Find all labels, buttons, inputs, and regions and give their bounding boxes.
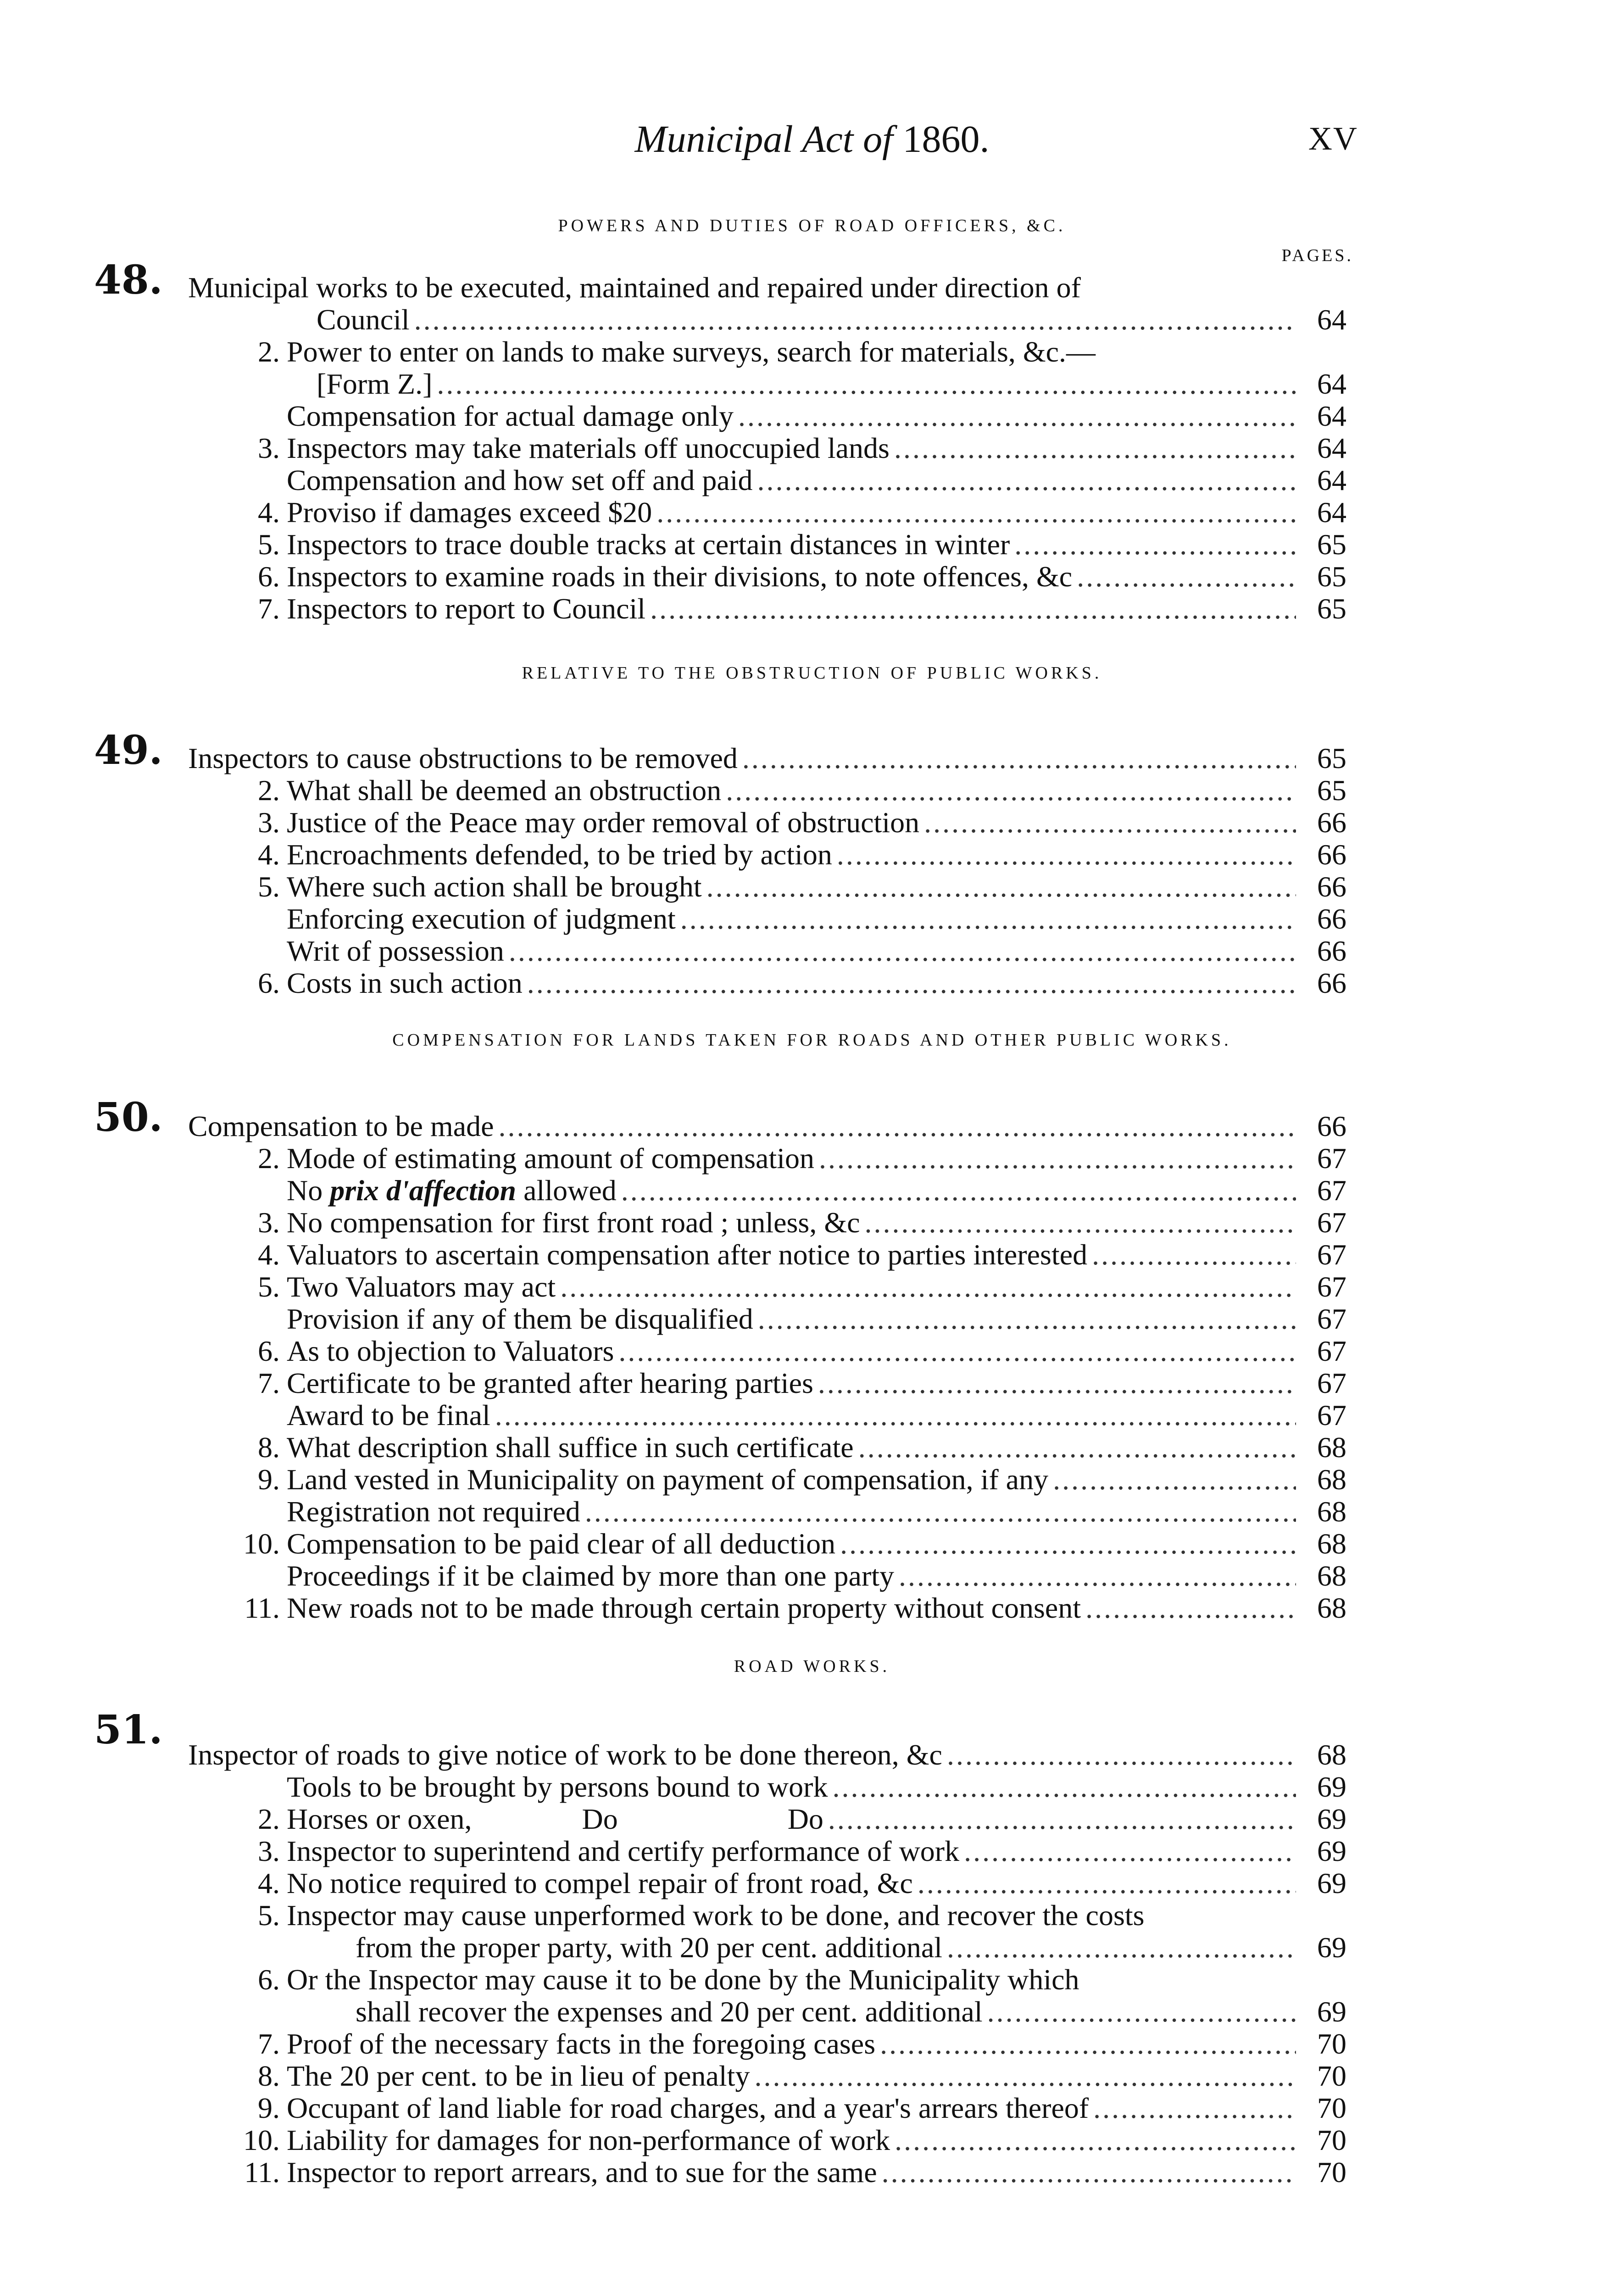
entry-text: Encroachments defended, to be tried by action: [287, 838, 832, 871]
dot-leader: [918, 1867, 1296, 1899]
dot-leader: [414, 304, 1296, 336]
entry-text: Compensation to be paid clear of all deduction: [287, 1527, 836, 1560]
entry-text: New roads not to be made through certain property without consent: [287, 1592, 1081, 1624]
entry-text: Inspector to superintend and certify performance of work: [287, 1835, 960, 1867]
page-ref: 67: [1317, 1367, 1346, 1399]
page-ref: 67: [1317, 1399, 1346, 1431]
toc-entry[interactable]: [287, 529, 1346, 561]
dot-leader: [964, 1835, 1296, 1867]
toc-entry[interactable]: [287, 593, 1346, 625]
page-header: [0, 117, 1624, 172]
entry-text: Award to be final: [287, 1399, 490, 1431]
dot-leader: [754, 2060, 1296, 2092]
section-heading: ROAD WORKS.: [734, 1657, 890, 1676]
entry-text-continuation: [Form Z.]: [317, 367, 433, 400]
toc-entry[interactable]: [287, 1271, 1346, 1303]
entry-text: Compensation to be made: [188, 1110, 494, 1142]
ditto-mark: Do: [787, 1803, 823, 1835]
entry-text: Municipal works to be executed, maintained and repaired under direction of: [188, 271, 1081, 304]
page-ref: 69: [1317, 1835, 1346, 1867]
entry-number: 8.: [258, 1431, 280, 1464]
entry-text: No compensation for first front road ; unless, &c: [287, 1206, 860, 1239]
entry-number: 9.: [258, 2092, 280, 2124]
entry-text: Inspectors to cause obstructions to be removed: [188, 742, 738, 774]
page-ref: 70: [1317, 2092, 1346, 2124]
page-ref: 65: [1317, 774, 1346, 807]
entry-number: 2.: [258, 335, 280, 368]
dot-leader: [742, 742, 1296, 774]
entry-number: 7.: [258, 592, 280, 625]
page-ref: 68: [1317, 1527, 1346, 1560]
toc-entry-continuation: [356, 1996, 1346, 2028]
entry-number: 4.: [258, 838, 280, 871]
pages-column-label: PAGES.: [1281, 246, 1353, 265]
page-ref: 69: [1317, 1867, 1346, 1899]
ditto-mark: Do: [582, 1803, 618, 1835]
toc-entry[interactable]: [287, 2124, 1346, 2156]
toc-entry[interactable]: [287, 1964, 1346, 1996]
dot-leader: [758, 1303, 1296, 1335]
entry-number: 4.: [258, 1238, 280, 1271]
entry-text: Where such action shall be brought: [287, 870, 702, 903]
page-ref: 68: [1317, 1431, 1346, 1464]
dot-leader: [818, 1367, 1296, 1399]
entry-text: [287, 1175, 617, 1207]
running-title: [0, 117, 1624, 161]
toc-entry[interactable]: [287, 561, 1346, 593]
entry-text-suffix: allowed: [516, 1174, 617, 1207]
dot-leader: [819, 1142, 1296, 1175]
toc-entry[interactable]: [287, 1560, 1346, 1592]
section-number: 51.: [94, 1707, 163, 1753]
page-ref: 64: [1317, 464, 1346, 496]
entry-text: Enforcing execution of judgment: [287, 902, 676, 935]
entry-text: Liability for damages for non-performance of work: [287, 2124, 890, 2156]
dot-leader: [618, 1335, 1296, 1367]
entry-number: 5.: [258, 870, 280, 903]
entry-number: 3.: [258, 1835, 280, 1867]
dot-leader: [621, 1175, 1296, 1207]
page-ref: 70: [1317, 2156, 1346, 2188]
page-ref: 67: [1317, 1270, 1346, 1303]
entry-number: 11.: [244, 2156, 280, 2188]
entry-text: Mode of estimating amount of compensation: [287, 1142, 814, 1175]
toc-entry[interactable]: [287, 1899, 1346, 1932]
entry-number: 7.: [258, 2027, 280, 2060]
toc-entry[interactable]: [287, 1803, 1346, 1835]
page-ref: 70: [1317, 2027, 1346, 2060]
toc-entry[interactable]: [287, 1175, 1346, 1207]
dot-leader: [1053, 1464, 1296, 1496]
entry-text: Proof of the necessary facts in the foregoing cases: [287, 2027, 876, 2060]
toc-entry[interactable]: [287, 1335, 1346, 1367]
entry-text: Inspector may cause unperformed work to be done, and recover the costs: [287, 1899, 1145, 1932]
entry-text: The 20 per cent. to be in lieu of penalty: [287, 2060, 750, 2092]
entry-number: 10.: [243, 2124, 280, 2156]
toc-entry[interactable]: [287, 2156, 1346, 2188]
section-heading: COMPENSATION FOR LANDS TAKEN FOR ROADS AND OTHER PUBLIC WORKS.: [392, 1030, 1232, 1050]
page-ref: 67: [1317, 1335, 1346, 1367]
entry-text-italic: prix d'affection: [330, 1174, 517, 1207]
entry-text: What shall be deemed an obstruction: [287, 774, 722, 807]
entry-text-continuation: from the proper party, with 20 per cent. additional: [356, 1931, 942, 1964]
entry-text: Compensation for actual damage only: [287, 400, 734, 432]
entry-text: Land vested in Municipality on payment of compensation, if any: [287, 1463, 1049, 1496]
entry-text: Inspectors to examine roads in their divisions, to note offences, &c: [287, 560, 1073, 593]
toc-entry[interactable]: [287, 2092, 1346, 2124]
page-ref: 66: [1317, 806, 1346, 839]
page-ref: 64: [1317, 432, 1346, 464]
dot-leader: [858, 1431, 1296, 1464]
page-ref: 65: [1317, 560, 1346, 593]
toc-entry[interactable]: [287, 1867, 1346, 1899]
entry-number: 6.: [258, 1963, 280, 1996]
toc-entry-continuation: [317, 368, 1346, 400]
entry-number: 5.: [258, 528, 280, 561]
toc-entry[interactable]: [287, 1835, 1346, 1867]
toc-entry[interactable]: [188, 742, 1346, 774]
toc-entry[interactable]: [287, 807, 1346, 839]
page-ref: 66: [1317, 838, 1346, 871]
section-number: 48.: [94, 257, 163, 303]
entry-text: Compensation and how set off and paid: [287, 464, 753, 496]
entry-text: Inspectors to report to Council: [287, 592, 646, 625]
dot-leader: [894, 432, 1296, 464]
entry-text: Costs in such action: [287, 967, 523, 999]
entry-text: Justice of the Peace may order removal of obstruction: [287, 806, 920, 839]
toc-entry[interactable]: [287, 871, 1346, 903]
toc-entry[interactable]: [287, 1528, 1346, 1560]
dot-leader: [865, 1207, 1296, 1239]
section-heading: RELATIVE TO THE OBSTRUCTION OF PUBLIC WORKS.: [522, 663, 1102, 683]
entry-number: 2.: [258, 1803, 280, 1835]
page-ref: 64: [1317, 367, 1346, 400]
dot-leader: [1014, 529, 1296, 561]
dot-leader: [880, 2028, 1296, 2060]
toc-entry[interactable]: [287, 1303, 1346, 1335]
page-ref: 66: [1317, 967, 1346, 999]
entry-number: 8.: [258, 2060, 280, 2092]
page-ref: 65: [1317, 742, 1346, 774]
entry-number: 3.: [258, 432, 280, 464]
page-ref: 67: [1317, 1303, 1346, 1335]
dot-leader: [527, 967, 1296, 999]
entry-text: Inspector of roads to give notice of work to be done thereon, &c: [188, 1738, 942, 1771]
toc-entry[interactable]: [287, 1239, 1346, 1271]
toc-entry[interactable]: [287, 1399, 1346, 1431]
entry-text: Occupant of land liable for road charges, and a year's arrears thereof: [287, 2092, 1089, 2124]
entry-number: 5.: [258, 1270, 280, 1303]
dot-leader: [495, 1399, 1296, 1431]
toc-entry[interactable]: [287, 400, 1346, 432]
entry-text: What description shall suffice in such certificate: [287, 1431, 854, 1464]
toc-entry[interactable]: [188, 272, 1346, 304]
dot-leader: [585, 1496, 1296, 1528]
page-ref: 68: [1317, 1592, 1346, 1624]
dot-leader: [882, 2156, 1296, 2188]
entry-text: Valuators to ascertain compensation after notice to parties interested: [287, 1238, 1088, 1271]
entry-text: Inspectors to trace double tracks at certain distances in winter: [287, 528, 1010, 561]
entry-text: As to objection to Valuators: [287, 1335, 614, 1367]
toc-entry-continuation: [317, 304, 1346, 336]
dot-leader: [832, 1771, 1296, 1803]
page-ref: 66: [1317, 902, 1346, 935]
page-ref: 66: [1317, 1110, 1346, 1142]
toc-entry[interactable]: [287, 839, 1346, 871]
dot-leader: [947, 1739, 1296, 1771]
page-ref: 69: [1317, 1931, 1346, 1964]
toc-entry[interactable]: [287, 967, 1346, 999]
toc-entry[interactable]: [287, 1496, 1346, 1528]
entry-number: 9.: [258, 1463, 280, 1496]
toc-entry[interactable]: [188, 1739, 1346, 1771]
dot-leader: [680, 903, 1296, 935]
entry-text: Proceedings if it be claimed by more than one party: [287, 1559, 895, 1592]
toc-entry[interactable]: [287, 1142, 1346, 1175]
page-ref: 67: [1317, 1142, 1346, 1175]
page-ref: 66: [1317, 935, 1346, 967]
entry-text: Registration not required: [287, 1495, 580, 1528]
dot-leader: [987, 1996, 1296, 2028]
entry-text: Horses or oxen,: [287, 1803, 472, 1835]
toc-entry[interactable]: [287, 2060, 1346, 2092]
section-number: 49.: [94, 727, 163, 774]
entry-number: 6.: [258, 967, 280, 999]
page-number: XV: [1308, 120, 1358, 157]
entry-number: 5.: [258, 1899, 280, 1932]
entry-number: 6.: [258, 1335, 280, 1367]
toc-entry[interactable]: [287, 336, 1346, 368]
toc-entry[interactable]: [287, 935, 1346, 967]
dot-leader: [1092, 1239, 1296, 1271]
page-ref: 66: [1317, 870, 1346, 903]
running-title-year: 1860.: [902, 118, 990, 161]
dot-leader: [895, 2124, 1296, 2156]
toc-entry[interactable]: [287, 1431, 1346, 1464]
dot-leader: [1085, 1592, 1296, 1624]
dot-leader: [706, 871, 1296, 903]
page-ref: 68: [1317, 1495, 1346, 1528]
toc-entry[interactable]: [287, 1367, 1346, 1399]
dot-leader: [840, 1528, 1296, 1560]
page-ref: 68: [1317, 1738, 1346, 1771]
page-ref: 69: [1317, 1803, 1346, 1835]
entry-text: Tools to be brought by persons bound to work: [287, 1771, 828, 1803]
toc-entry[interactable]: [287, 2028, 1346, 2060]
section-heading: POWERS AND DUTIES OF ROAD OFFICERS, &C.: [558, 216, 1066, 235]
page-ref: 68: [1317, 1463, 1346, 1496]
entry-number: 3.: [258, 806, 280, 839]
toc-entry[interactable]: [287, 1464, 1346, 1496]
toc-entry[interactable]: [287, 496, 1346, 529]
dot-leader: [738, 400, 1296, 432]
entry-text: Power to enter on lands to make surveys, search for materials, &c.—: [287, 335, 1096, 368]
toc-entry[interactable]: [287, 1592, 1346, 1624]
entry-text-continuation: Council: [317, 303, 410, 336]
entry-number: 7.: [258, 1367, 280, 1399]
dot-leader: [1077, 561, 1296, 593]
page-ref: 67: [1317, 1206, 1346, 1239]
page-ref: 65: [1317, 528, 1346, 561]
toc-entry[interactable]: [287, 464, 1346, 496]
dot-leader: [1093, 2092, 1296, 2124]
dot-leader: [509, 935, 1296, 967]
entry-text: Writ of possession: [287, 935, 504, 967]
dot-leader: [828, 1803, 1296, 1835]
entry-text: No notice required to compel repair of front road, &c: [287, 1867, 913, 1899]
toc-entry[interactable]: [287, 774, 1346, 807]
entry-text-continuation: shall recover the expenses and 20 per cent. additional: [356, 1995, 983, 2028]
entry-number: 10.: [243, 1527, 280, 1560]
dot-leader: [437, 368, 1296, 400]
page-ref: 67: [1317, 1174, 1346, 1207]
dot-leader: [726, 774, 1296, 807]
dot-leader: [650, 593, 1296, 625]
dot-leader: [924, 807, 1296, 839]
dot-leader: [656, 496, 1296, 529]
entry-text: Or the Inspector may cause it to be done by the Municipality which: [287, 1963, 1079, 1996]
running-title-text: Municipal Act of: [634, 118, 893, 161]
page-ref: 68: [1317, 1559, 1346, 1592]
page-ref: 65: [1317, 592, 1346, 625]
entry-text-prefix: No: [287, 1174, 330, 1207]
page-ref: 67: [1317, 1238, 1346, 1271]
dot-leader: [499, 1110, 1296, 1142]
entry-number: 4.: [258, 1867, 280, 1899]
toc-entry[interactable]: [287, 1771, 1346, 1803]
dot-leader: [899, 1560, 1296, 1592]
entry-text: Two Valuators may act: [287, 1270, 556, 1303]
page-ref: 70: [1317, 2060, 1346, 2092]
entry-number: 2.: [258, 774, 280, 807]
dot-leader: [947, 1932, 1296, 1964]
page-ref: 64: [1317, 496, 1346, 529]
entry-number: 3.: [258, 1206, 280, 1239]
page-ref: 69: [1317, 1771, 1346, 1803]
page-ref: 69: [1317, 1995, 1346, 2028]
entry-number: 2.: [258, 1142, 280, 1175]
dot-leader: [560, 1271, 1296, 1303]
entry-text: Inspector to report arrears, and to sue for the same: [287, 2156, 877, 2188]
toc-entry-continuation: [356, 1932, 1346, 1964]
page-ref: 64: [1317, 303, 1346, 336]
entry-text: Proviso if damages exceed $20: [287, 496, 652, 529]
entry-number: 6.: [258, 560, 280, 593]
entry-text: Certificate to be granted after hearing parties: [287, 1367, 813, 1399]
toc-entry[interactable]: [287, 432, 1346, 464]
toc-entry[interactable]: [287, 903, 1346, 935]
entry-text: Provision if any of them be disqualified: [287, 1303, 753, 1335]
toc-entry[interactable]: [188, 1110, 1346, 1142]
entry-text: Inspectors may take materials off unoccupied lands: [287, 432, 890, 464]
page-ref: 70: [1317, 2124, 1346, 2156]
page-ref: 64: [1317, 400, 1346, 432]
toc-entry[interactable]: [287, 1207, 1346, 1239]
entry-number: 4.: [258, 496, 280, 529]
section-number: 50.: [94, 1094, 163, 1141]
dot-leader: [757, 464, 1296, 496]
dot-leader: [837, 839, 1296, 871]
entry-number: 11.: [244, 1592, 280, 1624]
